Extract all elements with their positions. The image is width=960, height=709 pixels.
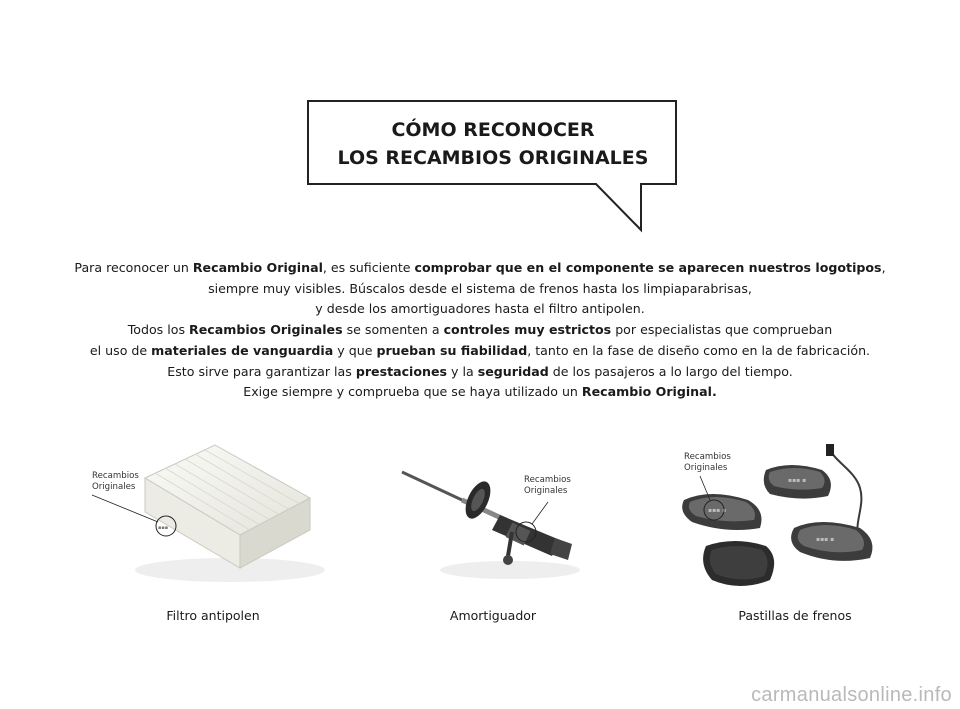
body-line-3: y desde los amortiguadores hasta el filtro antipolen. — [315, 301, 645, 317]
text: y la — [447, 363, 478, 379]
text: Para reconocer un — [74, 260, 193, 275]
svg-text:▪▪▪ ▪: ▪▪▪ ▪ — [708, 507, 727, 514]
body-line-1 — [40, 258, 920, 279]
emphasis: Recambios Originales — [189, 322, 343, 338]
original-parts-callout — [684, 452, 731, 474]
original-parts-callout — [524, 475, 571, 497]
text: Todos los — [127, 322, 190, 338]
text: , es suficiente — [322, 260, 415, 275]
body-line-5 — [40, 341, 920, 362]
callout-line-1: Recambios — [92, 471, 139, 481]
intro-paragraph — [40, 258, 920, 403]
callout-line-1: Recambios — [684, 452, 731, 462]
body-line-4 — [40, 320, 920, 341]
emphasis: Recambio Original — [192, 260, 323, 275]
body-line-6 — [40, 362, 920, 383]
emphasis: prestaciones — [355, 363, 448, 379]
text: y que — [333, 342, 377, 358]
callout-line-2: Originales — [524, 486, 568, 496]
caption-brake-pads: Pastillas de frenos — [738, 608, 852, 623]
body-line-2: siempre muy visibles. Búscalos desde el sistema de frenos hasta los limpiaparabrisas, — [208, 280, 752, 296]
text: Exige siempre y comprueba que se haya utilizado un — [243, 384, 582, 400]
cabin-filter-image — [70, 430, 330, 605]
callout-line-2: Originales — [684, 463, 728, 473]
text: , — [881, 260, 886, 275]
title-line-2: LOS RECAMBIOS ORIGINALES — [337, 147, 649, 169]
page-title — [310, 116, 676, 172]
emphasis: Recambio Original. — [581, 384, 717, 400]
title-line-1: CÓMO RECONOCER — [391, 119, 595, 141]
caption-shock-absorber: Amortiguador — [449, 608, 537, 623]
text: Esto sirve para garantizar las — [167, 363, 356, 379]
callout-line-2: Originales — [92, 482, 136, 492]
emphasis: seguridad — [477, 363, 549, 379]
caption-filter: Filtro antipolen — [166, 608, 260, 623]
watermark: carmanualsonline.info — [751, 684, 952, 706]
text: se somenten a — [342, 322, 444, 338]
callout-line-1: Recambios — [524, 475, 571, 485]
text: de los pasajeros a lo largo del tiempo. — [548, 363, 793, 379]
emphasis: comprobar que en el componente se aparecen nuestros logotipos — [414, 260, 882, 275]
original-parts-callout — [92, 471, 139, 493]
emphasis: prueban su fiabilidad — [376, 342, 528, 358]
text: por especialistas que comprueban — [611, 322, 833, 338]
svg-text:▪▪▪ ▪: ▪▪▪ ▪ — [816, 536, 835, 543]
text: el uso de — [89, 342, 152, 358]
text: , tanto en la fase de diseño como en la de fabricación. — [527, 342, 871, 358]
svg-text:▪▪▪: ▪▪▪ — [158, 525, 169, 531]
emphasis: materiales de vanguardia — [151, 342, 334, 358]
body-line-7 — [40, 382, 920, 403]
emphasis: controles muy estrictos — [443, 322, 612, 338]
svg-text:▪▪▪ ▪: ▪▪▪ ▪ — [788, 477, 807, 484]
